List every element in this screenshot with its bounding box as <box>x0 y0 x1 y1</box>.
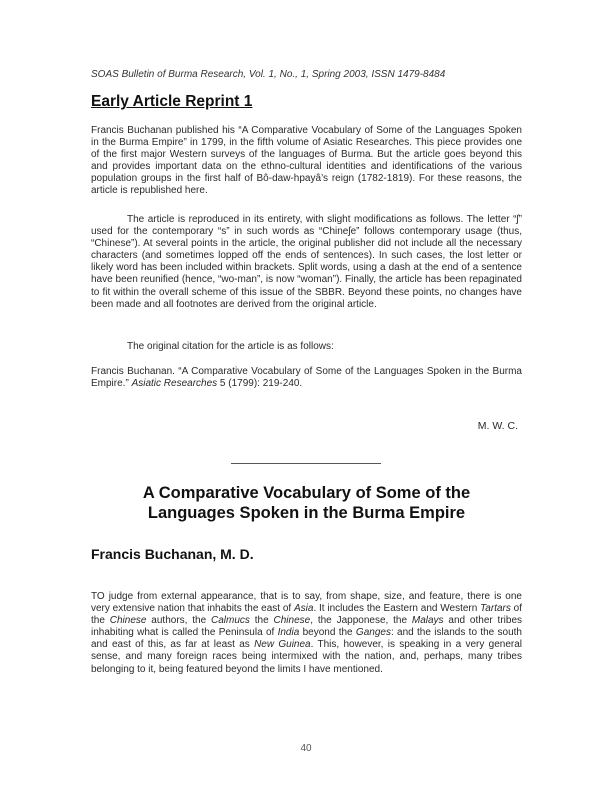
journal-header: SOAS Bulletin of Burma Research, Vol. 1, No., 1, Spring 2003, ISSN 1479-8484 <box>91 69 446 80</box>
text-run: the <box>249 615 274 627</box>
text-run: beyond the <box>299 627 356 639</box>
text-run: and other tribes inhabiting what is called the Peninsula of <box>91 615 523 639</box>
text-run: : and the islands to the south and east of this, as far at least as <box>91 627 522 651</box>
citation-start: Francis Buchanan. “A Comparative Vocabulary of Some of the Languages Spoken in the Burma Empire.” <box>91 366 522 390</box>
citation-paragraph <box>91 366 522 390</box>
text-run: TO judge from external appearance, that is to say, from shape, size, and feature, there is one very extensive nation that inhabits the east of <box>91 591 522 615</box>
section-heading: Early Article Reprint 1 <box>91 93 253 110</box>
intro-paragraph-2: The article is reproduced in its entirety, with slight modifications as follows. The letter “ʃ” used for the contemporary “s” in such words as “Chineʃe” follows contemporary usage (thus, “Chinese”). At several points in the article, the original publisher did not include all the necessary characters (and sometimes lopped off the ends of sentences). In such cases, the lost letter or likely word has been included within brackets. Split words, using a dash at the end of a sentence have been reunified (hence, “wo-man”, is now “woman”). Finally, the article has been repaginated to fit within the overall scheme of this issue of the SBBR. Beyond these points, no changes have been made and all footnotes are derived from the original article. <box>91 214 522 310</box>
citation-end: 5 (1799): 219-240. <box>217 378 303 390</box>
text-run: , the Japponese, the <box>310 615 412 627</box>
intro-paragraph-3: The original citation for the article is as follows: <box>127 341 334 352</box>
section-separator <box>231 463 381 464</box>
intro-paragraph-1: Francis Buchanan published his “A Comparative Vocabulary of Some of the Languages Spoken in the Burma Empire” in 1799, in the fifth volume of Asiatic Researches. This piece provides one of the first major Western surveys of the languages of Burma. But the article goes beyond this and provides important data on the ethno-cultural identities and identifications of the various population groups in the first half of Bô-daw-hpayâ’s reign (1782-1819). For these reasons, the article is republished here. <box>91 125 522 197</box>
article-title <box>91 483 522 523</box>
text-run: . This, however, is speaking in a very general sense, and many foreign races being intermixed with the nation, and, perhaps, many tribes belonging to it, being featured beyond the limits I have mentioned. <box>91 639 523 675</box>
article-title-line-2: Languages Spoken in the Burma Empire <box>147 504 466 522</box>
text-run: of the <box>91 603 523 627</box>
italic-run: Chinese <box>273 615 311 627</box>
article-body-paragraph <box>91 591 522 676</box>
editor-initials: M. W. C. <box>477 420 518 432</box>
italic-run: New Guinea <box>254 639 311 651</box>
text-run: . It includes the Eastern and Western <box>313 603 481 615</box>
italic-run: Chinese <box>109 615 147 627</box>
citation-journal: Asiatic Researches <box>131 378 218 390</box>
italic-run: Asia <box>294 603 314 615</box>
italic-run: Tartars <box>480 603 511 615</box>
article-title-line-1: A Comparative Vocabulary of Some of the <box>142 484 471 502</box>
italic-run: India <box>277 627 300 639</box>
article-author: Francis Buchanan, M. D. <box>91 546 254 562</box>
text-run: authors, the <box>146 615 212 627</box>
italic-run: Ganges <box>355 627 391 639</box>
page-number: 40 <box>300 743 312 754</box>
italic-run: Malays <box>411 615 444 627</box>
italic-run: Calmucs <box>211 615 250 627</box>
